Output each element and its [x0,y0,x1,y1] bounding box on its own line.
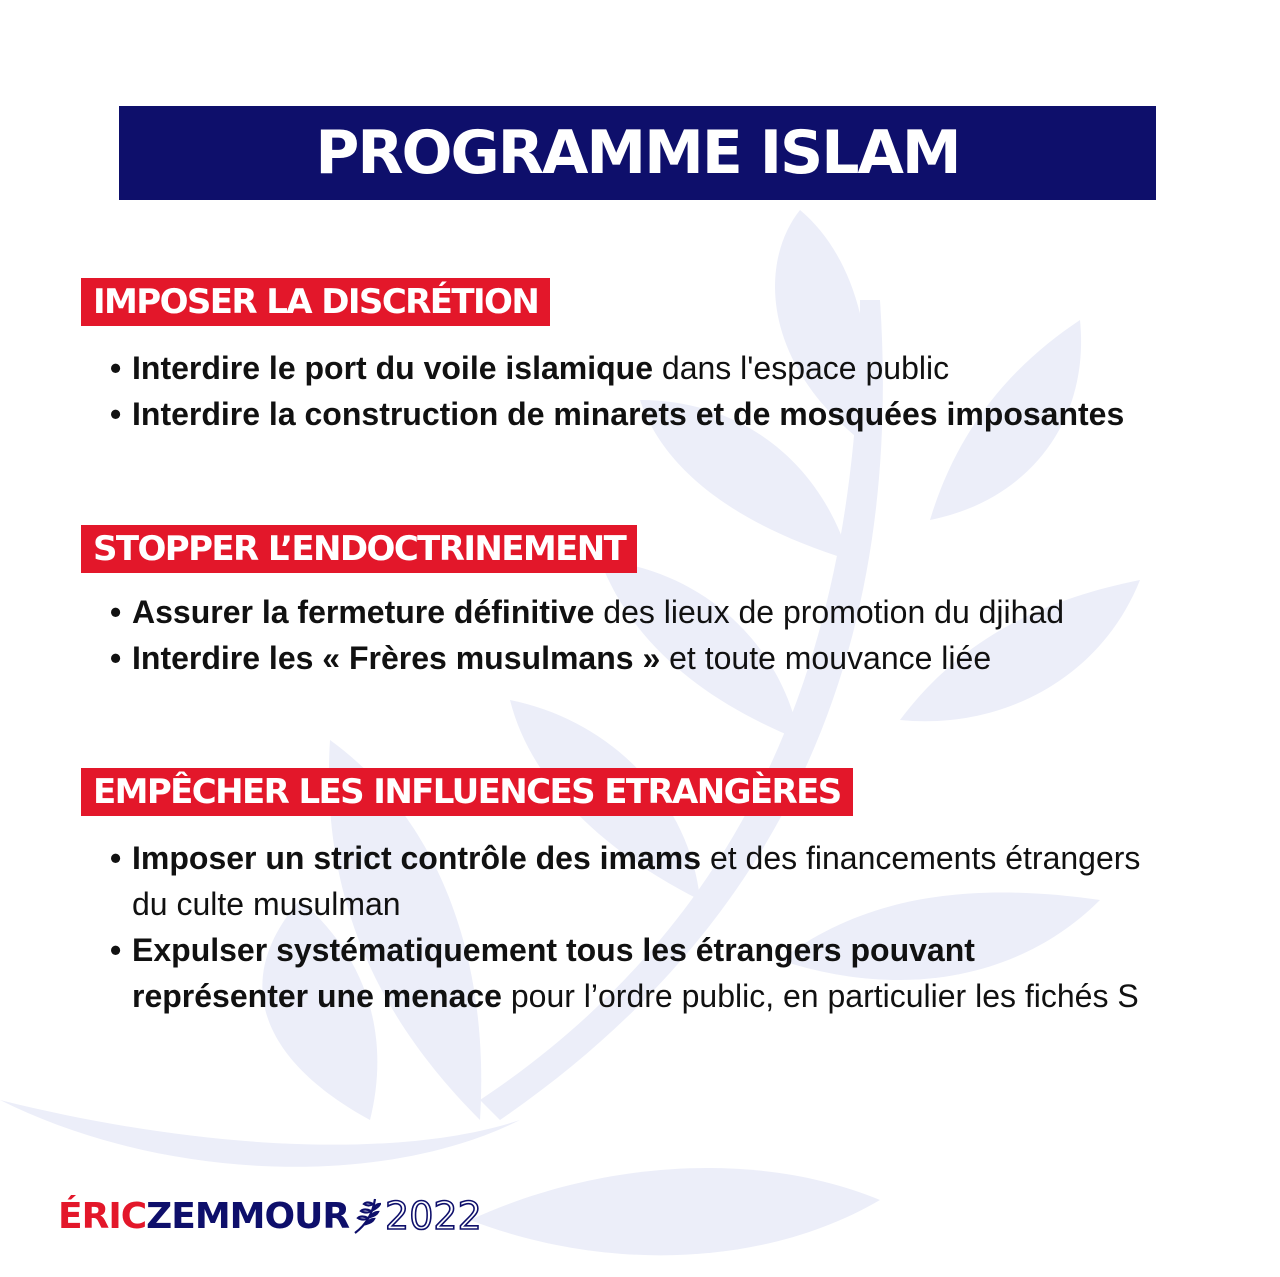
list-item [110,635,1150,681]
section-heading: EMPÊCHER LES INFLUENCES ETRANGÈRES [93,772,841,812]
bullet-bold-text: Assurer la fermeture définitive [132,594,595,630]
section-label-influences [81,768,853,816]
bullet-bold-text: Interdire la construction de minarets et de mosquées imposantes [132,396,1125,432]
bullet-list [110,835,1150,1019]
list-item [110,835,1150,927]
page-title: PROGRAMME ISLAM [315,118,960,188]
logo-last-name: ZEMMOUR [146,1195,350,1237]
section-heading: IMPOSER LA DISCRÉTION [93,282,539,322]
list-item [110,589,1150,635]
campaign-logo [58,1193,482,1239]
logo-first-name: ÉRIC [58,1195,147,1237]
bullet-list [110,345,1150,437]
bullet-text: et toute mouvance liée [660,640,992,676]
list-item [110,345,1150,391]
laurel-branch-icon [351,1196,381,1236]
title-banner [119,106,1156,200]
bullet-bold-text: Interdire les « Frères musulmans » [132,640,661,676]
bullet-text: dans l'espace public [653,350,950,386]
section-heading: STOPPER L’ENDOCTRINEMENT [93,529,626,569]
bullet-bold-text: Imposer un strict contrôle des imams [132,840,702,876]
bullet-list [110,589,1150,681]
section-label-endoctrinement [81,525,637,573]
list-item [110,391,1150,437]
section-label-discretion [81,278,550,326]
bullet-bold-text: Interdire le port du voile islamique [132,350,653,386]
list-item [110,927,1150,1019]
bullet-bold-text: Expulser systématiquement tous les étrangers pouvant représenter une menace [132,932,975,1014]
bullet-text: pour l’ordre public, en particulier les fichés S [501,978,1139,1014]
bullet-text: et des financements étrangers du culte musulman [132,840,1141,922]
bullet-text: des lieux de promotion du djihad [594,594,1065,630]
logo-year: 2022 [385,1194,482,1238]
